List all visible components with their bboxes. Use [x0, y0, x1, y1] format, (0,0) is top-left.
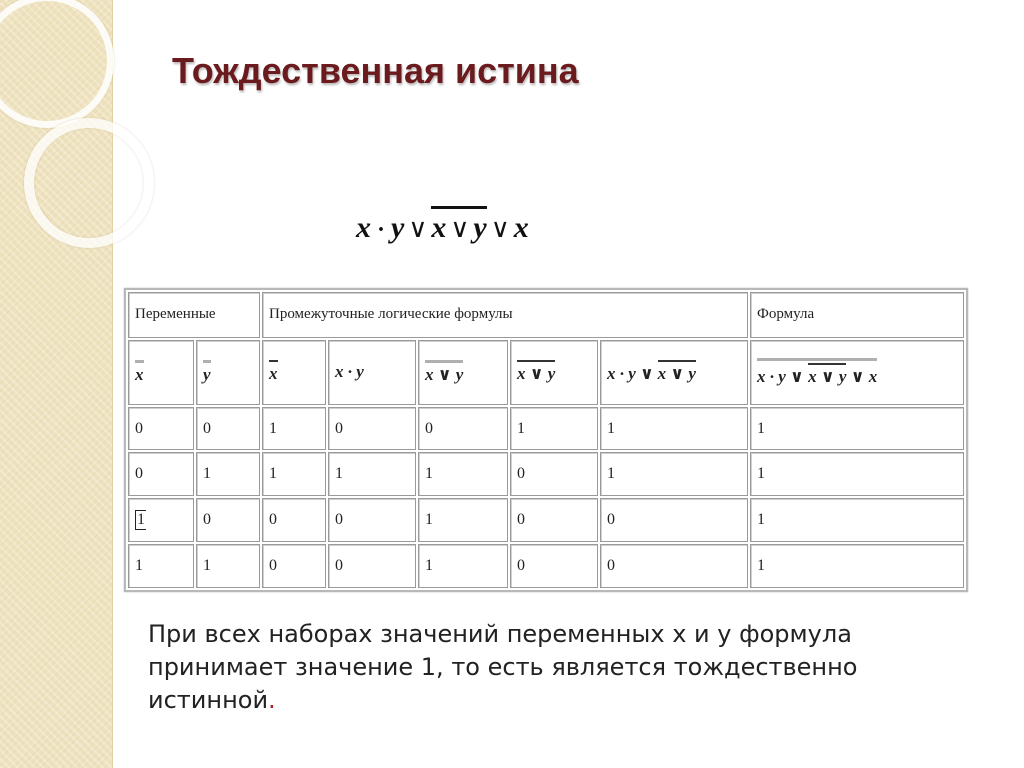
table-cell: 0 — [328, 407, 416, 451]
formula-var-x: x — [356, 211, 371, 244]
truth-table — [126, 290, 966, 590]
formula-var-x: x — [513, 211, 529, 244]
table-cell: 0 — [262, 498, 326, 542]
decorative-side-band — [0, 0, 113, 768]
table-group-row — [128, 292, 964, 338]
table-cell: 0 — [510, 452, 598, 496]
table-cell: 0 — [510, 544, 598, 588]
table-cell: 1 — [600, 452, 748, 496]
conclusion-period: . — [268, 686, 276, 714]
formula-var-y: y — [391, 211, 405, 244]
main-formula — [356, 206, 529, 254]
table-cell: 1 — [128, 544, 194, 588]
formula-or: ∨ — [408, 214, 428, 243]
conclusion-text — [148, 618, 988, 717]
group-intermediate: Промежуточные логические формулы — [262, 292, 748, 338]
decorative-ring — [24, 118, 154, 248]
formula-negated-disjunction — [431, 206, 486, 245]
table-cell: 0 — [328, 544, 416, 588]
table-cell: 1 — [262, 452, 326, 496]
table-cell: 0 — [328, 498, 416, 542]
table-cell: 1 — [510, 407, 598, 451]
conclusion-body: При всех наборах значений переменных x и y формула принимает значение 1, то есть является тождественно истинной — [148, 620, 858, 714]
table-cell: 0 — [600, 498, 748, 542]
table-cell: 1 — [418, 498, 508, 542]
group-formula: Формула — [750, 292, 964, 338]
formula-or: ∨ — [450, 214, 470, 243]
table-cell: 1 — [418, 544, 508, 588]
header-y: y — [196, 340, 260, 405]
table-cell[interactable]: 1 — [128, 498, 194, 542]
table-cell: 0 — [196, 498, 260, 542]
table-row — [128, 498, 964, 542]
table-header-row — [128, 340, 964, 405]
table-cell: 1 — [196, 452, 260, 496]
table-cell: 1 — [600, 407, 748, 451]
table-cell: 1 — [750, 544, 964, 588]
table-cell: 1 — [750, 498, 964, 542]
table-cell: 0 — [196, 407, 260, 451]
table-row — [128, 407, 964, 451]
table-cell: 0 — [128, 407, 194, 451]
header-x: x — [128, 340, 194, 405]
header-combined: x · y ∨ x ∨ y — [600, 340, 748, 405]
table-row — [128, 544, 964, 588]
header-not-x-and-y: x · y — [328, 340, 416, 405]
table-cell: 1 — [328, 452, 416, 496]
table-cell: 0 — [510, 498, 598, 542]
table-cell: 0 — [262, 544, 326, 588]
table-cell: 1 — [196, 544, 260, 588]
header-x-or-y: x ∨ y — [418, 340, 508, 405]
table-row — [128, 452, 964, 496]
table-cell: 0 — [128, 452, 194, 496]
formula-var-x: x — [431, 211, 447, 244]
slide-title: Тождественная истина — [172, 50, 579, 91]
decorative-ring — [0, 0, 114, 128]
formula-var-y: y — [473, 211, 487, 244]
header-not-x: x — [262, 340, 326, 405]
group-variables: Переменные — [128, 292, 260, 338]
table-cell: 0 — [418, 407, 508, 451]
header-not-x-or-y: x ∨ y — [510, 340, 598, 405]
header-final-formula: x · y ∨ x ∨ y ∨ x — [750, 340, 964, 405]
table-cell: 0 — [600, 544, 748, 588]
table-cell: 1 — [262, 407, 326, 451]
table-cell: 1 — [418, 452, 508, 496]
table-cell: 1 — [750, 407, 964, 451]
table-cell: 1 — [750, 452, 964, 496]
formula-or: ∨ — [490, 214, 510, 243]
formula-dot: · — [377, 217, 386, 243]
truth-table-container — [124, 288, 968, 592]
